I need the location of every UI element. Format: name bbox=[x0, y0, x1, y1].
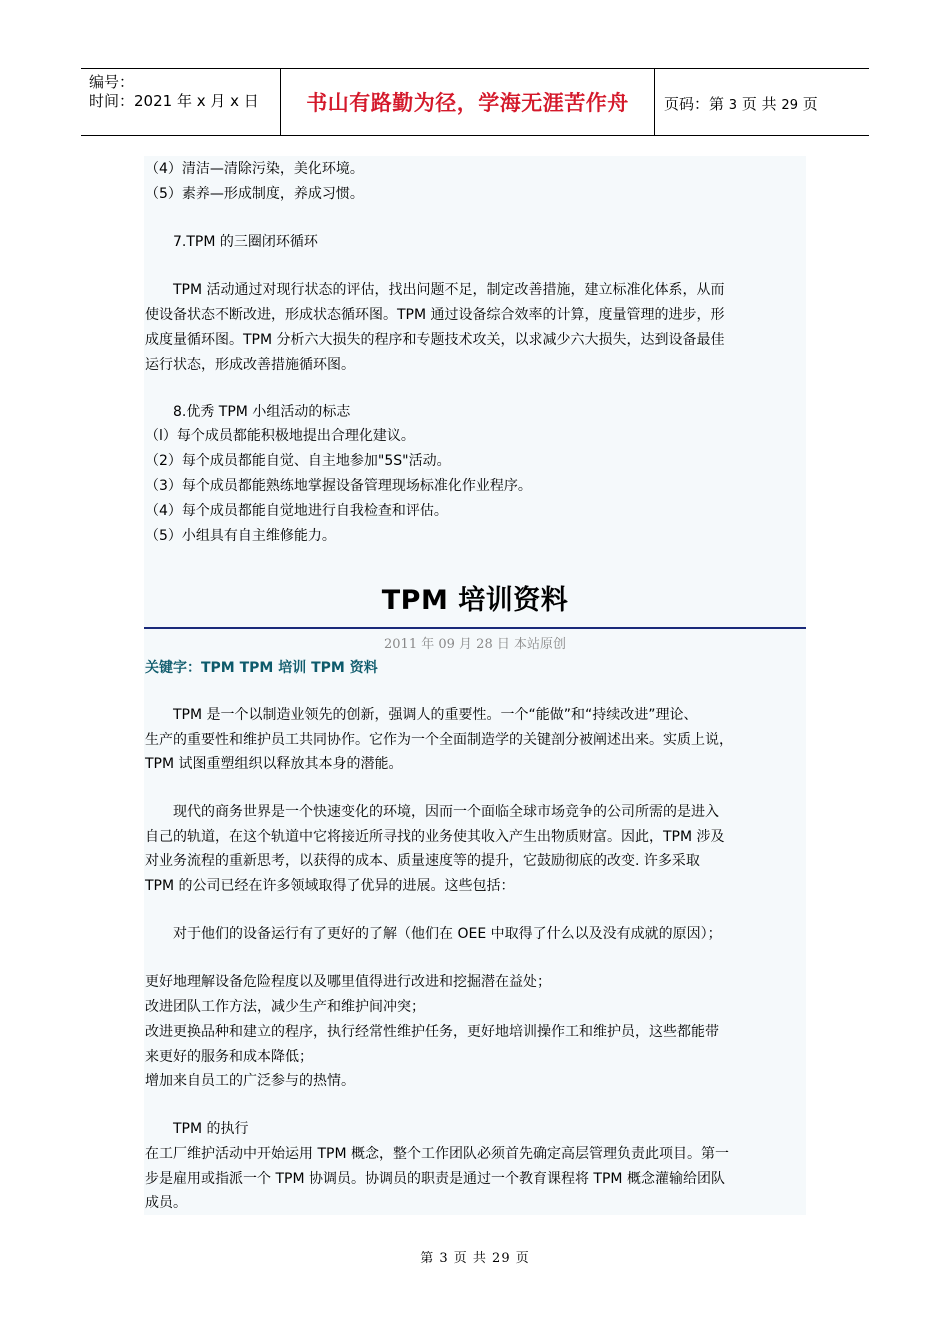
header-number: 编号： bbox=[89, 73, 135, 91]
paragraph-line: TPM 的公司已经在许多领域取得了优异的进展。这些包括： bbox=[145, 878, 515, 894]
section-heading: 7.TPM 的三圈闭环循环 bbox=[173, 234, 318, 250]
list-item: （3）每个成员都能熟练地掌握设备管理现场标准化作业程序。 bbox=[145, 478, 532, 494]
paragraph-line: 来更好的服务和成本降低； bbox=[145, 1049, 313, 1065]
page-number: 3 bbox=[728, 98, 738, 113]
paragraph-line: 步是雇用或指派一个 TPM 协调员。协调员的职责是通过一个教育课程将 TPM 概念灌输给团队 bbox=[145, 1171, 725, 1187]
paragraph-line: 运行状态，形成改善措施循环图。 bbox=[145, 357, 355, 373]
paragraph-line: TPM 试图重塑组织以释放其本身的潜能。 bbox=[145, 756, 403, 772]
section-heading: 8.优秀 TPM 小组活动的标志 bbox=[173, 404, 351, 420]
paragraph-line: TPM 是一个以制造业领先的创新，强调人的重要性。一个“能做”和“持续改进”理论、 bbox=[173, 707, 698, 723]
paragraph-line: 更好地理解设备危险程度以及哪里值得进行改进和挖掘潜在益处； bbox=[145, 974, 551, 990]
header-page-info bbox=[664, 93, 818, 114]
paragraph-line: 成员。 bbox=[145, 1195, 187, 1211]
page-footer: 第 3 页 共 29 页 bbox=[420, 1251, 530, 1266]
paragraph-line: 改进更换品种和建立的程序，执行经常性维护任务，更好地培训操作工和维护员，这些都能带 bbox=[145, 1024, 719, 1040]
paragraph-line: 对业务流程的重新思考，以获得的成本、质量速度等的提升，它鼓励彻底的改变. 许多采取 bbox=[145, 853, 700, 869]
paragraph-line: 增加来自员工的广泛参与的热情。 bbox=[145, 1073, 355, 1089]
paragraph-line: 对于他们的设备运行有了更好的了解（他们在 OEE 中取得了什么以及没有成就的原因）； bbox=[173, 926, 722, 942]
list-item: （4）清洁—清除污染，美化环境。 bbox=[145, 161, 364, 177]
header-motto: 书山有路勤为径，学海无涯苦作舟 bbox=[306, 90, 629, 115]
paragraph-line: TPM 活动通过对现行状态的评估，找出问题不足，制定改善措施，建立标准化体系，从而 bbox=[173, 282, 725, 298]
title-divider bbox=[144, 627, 806, 629]
article-keywords: 关键字：TPM TPM 培训 TPM 资料 bbox=[145, 660, 378, 676]
list-item: （5）素养—形成制度，养成习惯。 bbox=[145, 186, 364, 202]
page-prefix: 页码：第 bbox=[664, 95, 725, 113]
header-meta bbox=[89, 73, 259, 111]
paragraph-line: 自己的轨道，在这个轨道中它将接近所寻找的业务使其收入产生出物质财富。因此，TPM 涉及 bbox=[145, 829, 725, 845]
page-mid: 页 共 bbox=[741, 95, 777, 113]
article-title: TPM 培训资料 bbox=[381, 585, 569, 616]
list-item: （l）每个成员都能积极地提出合理化建议。 bbox=[145, 428, 415, 444]
page-suffix: 页 bbox=[802, 95, 818, 113]
paragraph-line: 在工厂维护活动中开始运用 TPM 概念，整个工作团队必须首先确定高层管理负责此项目。第一 bbox=[145, 1146, 729, 1162]
list-item: （4）每个成员都能自觉地进行自我检查和评估。 bbox=[145, 503, 448, 519]
section-heading: TPM 的执行 bbox=[173, 1121, 249, 1137]
paragraph-line: 改进团队工作方法，减少生产和维护间冲突； bbox=[145, 999, 425, 1015]
article-date: 2011 年 09 月 28 日 本站原创 bbox=[384, 637, 566, 652]
paragraph-line: 成度量循环图。TPM 分析六大损失的程序和专题技术攻关，以求减少六大损失，达到设备最佳 bbox=[145, 332, 725, 348]
page-total: 29 bbox=[781, 98, 798, 113]
header-date: 时间：2021 年 x 月 x 日 bbox=[89, 92, 259, 110]
list-item: （2）每个成员都能自觉、自主地参加"5S"活动。 bbox=[145, 453, 451, 469]
paragraph-line: 使设备状态不断改进，形成状态循环图。TPM 通过设备综合效率的计算，度量管理的进步，形 bbox=[145, 307, 725, 323]
paragraph-line: 生产的重要性和维护员工共同协作。它作为一个全面制造学的关键剖分被阐述出来。实质上说， bbox=[145, 732, 733, 748]
header-divider bbox=[654, 69, 655, 135]
page-header bbox=[81, 68, 869, 136]
paragraph-line: 现代的商务世界是一个快速变化的环境，因而一个面临全球市场竞争的公司所需的是进入 bbox=[173, 804, 719, 820]
list-item: （5）小组具有自主维修能力。 bbox=[145, 528, 336, 544]
